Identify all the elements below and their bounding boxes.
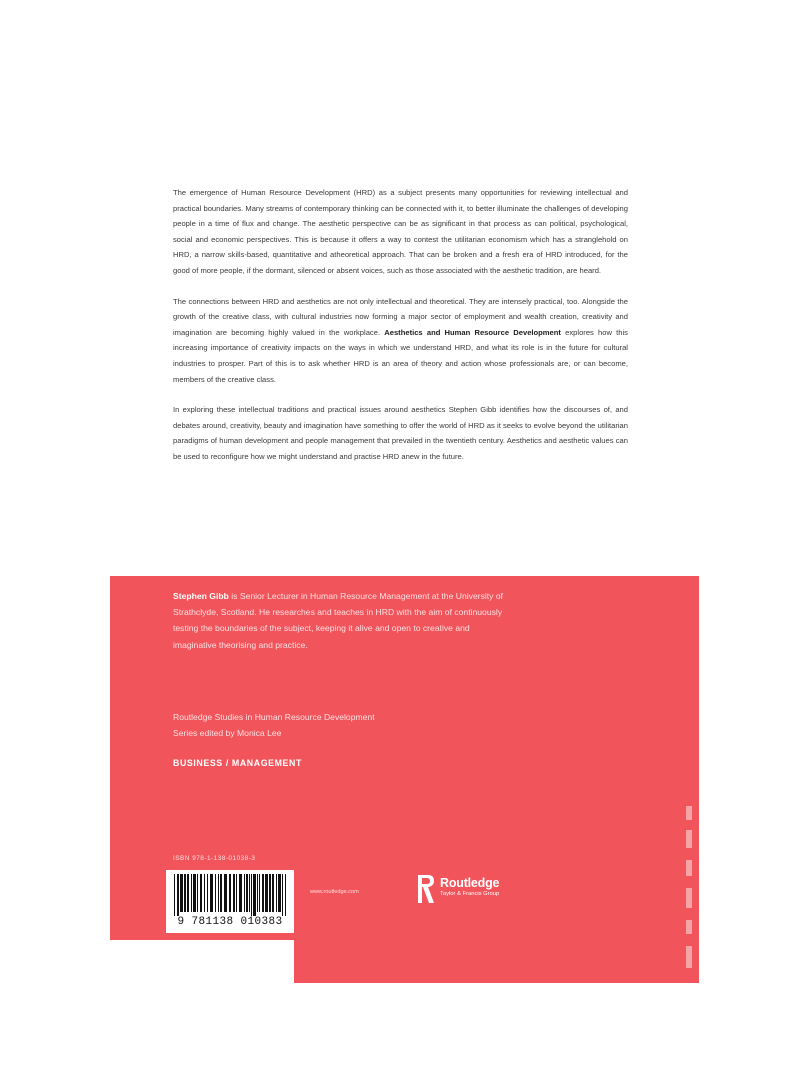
barcode-bar xyxy=(180,874,183,912)
barcode-bar xyxy=(282,874,283,916)
routledge-logo-icon xyxy=(416,874,436,904)
blurb xyxy=(173,185,628,480)
barcode-bar xyxy=(215,874,216,912)
white-corner xyxy=(110,940,294,983)
barcode-bar xyxy=(177,874,179,916)
barcode-bar xyxy=(244,874,245,912)
series-editor: Series edited by Monica Lee xyxy=(173,727,282,738)
barcode-bar xyxy=(259,874,260,912)
barcode-bar xyxy=(278,874,281,912)
author-bio-text: is Senior Lecturer in Human Resource Management at the University of Strathclyde, Scotland. He researches and teaches in HRD with the aim of continuously testing the boundaries of the subject, keeping it alive and open to creative and imaginative theorising and practice. xyxy=(173,591,504,650)
book-back-cover xyxy=(110,158,699,983)
book-title: Aesthetics and Human Resource Development xyxy=(384,327,561,337)
barcode-digits: 9 781138 010383 xyxy=(177,916,283,928)
barcode-bar xyxy=(174,874,175,916)
barcode-bar xyxy=(257,874,258,912)
series-name: Routledge Studies in Human Resource Development xyxy=(173,712,375,722)
barcode-bars xyxy=(174,874,286,916)
barcode-bar xyxy=(229,874,231,912)
blurb-paragraph-1: The emergence of Human Resource Development (HRD) as a subject presents many opportunities for reviewing intellectual and practical boundaries. Many streams of contemporary thinking can be connected with it, to better illuminate the challenges of developing people in a time of flux and change. The aesthetic perspective can be as significant in that process as can political, psychological, social and economic perspectives. This is because it offers a way to contest the utilitarian economism which has a stranglehold on HRD, a narrow skills-based, quantitative and atheoretical approach. That can be broken and a fresh era of HRD introduced, for the good of more people, if the dormant, silenced or absent voices, such as those associated with the aesthetic tradition, are heard. xyxy=(173,188,628,275)
author-bio xyxy=(173,588,513,653)
author-name: Stephen Gibb xyxy=(173,591,229,601)
red-band xyxy=(110,576,699,983)
barcode-bar xyxy=(285,874,286,916)
blurb-paragraph-2-end: explores how this increasing importance of creativity impacts on the ways in which we understand HRD, and what its role is in the future for cultural industries to prosper. Part of this is to ask whether HRD is an area of theory and action whose professionals are, or can become, members of the creative class. xyxy=(173,327,628,384)
edge-marks xyxy=(684,806,694,976)
barcode-bar xyxy=(210,874,213,912)
barcode-bar xyxy=(220,874,222,912)
blurb-paragraph-2-start: The connections between HRD and aesthetics are not only intellectual and theoretical. They are intensely practical, too. Alongside the growth of the creative class, with cultural industries now forming a major sector of employment and wealth creation, creativity and imagination are becoming highly valued in the workplace. xyxy=(173,296,628,337)
barcode-bar xyxy=(265,874,268,912)
barcode-bar xyxy=(187,874,189,912)
barcode-bar xyxy=(249,874,250,912)
barcode-bar xyxy=(272,874,274,912)
barcode-bar xyxy=(233,874,235,912)
barcode-bar xyxy=(253,874,256,916)
publisher-name: Routledge xyxy=(440,876,500,890)
barcode-bar xyxy=(276,874,277,912)
barcode-bar xyxy=(197,874,198,912)
isbn: ISBN 978-1-138-01038-3 xyxy=(173,855,256,862)
barcode-bar xyxy=(184,874,186,912)
blurb-paragraph-2 xyxy=(173,294,628,388)
barcode-bar xyxy=(204,874,205,912)
barcode-bar xyxy=(218,874,219,912)
website: www.routledge.com xyxy=(310,889,359,895)
barcode-bar xyxy=(269,874,271,912)
barcode-bar xyxy=(224,874,227,912)
barcode-bar xyxy=(239,874,242,912)
barcode-bar xyxy=(262,874,264,912)
publisher-group: Taylor & Francis Group xyxy=(440,891,500,897)
barcode-bar xyxy=(251,874,252,916)
barcode-bar xyxy=(207,874,208,912)
barcode-bar xyxy=(246,874,248,912)
series-info xyxy=(173,710,513,741)
barcode-bar xyxy=(236,874,237,912)
barcode xyxy=(166,870,294,933)
barcode-bar xyxy=(191,874,192,912)
publisher-logo xyxy=(416,874,536,904)
barcode-bar xyxy=(200,874,202,912)
barcode-bar xyxy=(193,874,196,912)
blurb-paragraph-3: In exploring these intellectual traditions and practical issues around aesthetics Stephen Gibb identifies how the discourses of, and debates around, creativity, beauty and imagination have something to offer the world of HRD as it seeks to evolve beyond the utilitarian paradigms of human development and people management that prevailed in the twentieth century. Aesthetics and aesthetic values can be used to reconfigure how we might understand and practise HRD anew in the future. xyxy=(173,405,628,461)
category-label: BUSINESS / MANAGEMENT xyxy=(173,758,302,768)
